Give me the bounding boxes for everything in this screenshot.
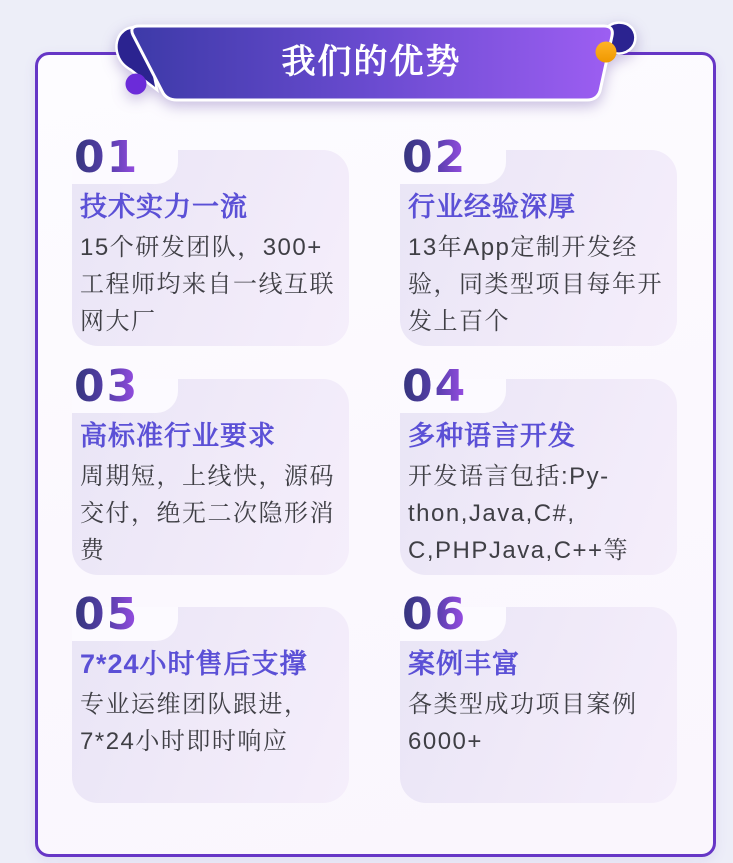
- card-body-line: 工程师均来自一线互联: [80, 271, 335, 298]
- card-number: 06: [402, 589, 468, 640]
- card-body: [400, 222, 677, 340]
- card-body: [72, 451, 349, 569]
- card-body-line: 发上百个: [408, 308, 510, 335]
- card-number: 04: [402, 361, 468, 412]
- card-body-line: 周期短，上线快，源码: [80, 463, 335, 490]
- card-number: 02: [402, 132, 468, 183]
- card-body-line: thon,Java,C#,: [408, 500, 576, 527]
- card-body: [400, 679, 677, 760]
- card-title: 案例丰富: [408, 649, 520, 679]
- card-title: 行业经验深厚: [408, 192, 576, 222]
- card-body: [72, 679, 349, 760]
- card-body-line: 6000+: [408, 728, 483, 755]
- banner-title: 我们的优势: [281, 43, 462, 81]
- advantage-card-4: [400, 361, 677, 575]
- card-title: 7*24小时售后支撑: [80, 649, 308, 679]
- advantage-card-1: [72, 132, 349, 346]
- card-body-line: 开发语言包括:Py-: [408, 463, 610, 490]
- card-number: 05: [74, 589, 140, 640]
- card-body-line: 交付，绝无二次隐形消: [80, 500, 335, 527]
- card-body-line: 各类型成功项目案例: [408, 691, 638, 718]
- advantage-card-6: [400, 589, 677, 803]
- card-body: [400, 451, 677, 569]
- card-body: [72, 222, 349, 340]
- card-body-line: 13年App定制开发经: [408, 234, 638, 261]
- advantage-card-5: [72, 589, 349, 803]
- card-body-line: C,PHPJava,C++等: [408, 537, 630, 564]
- card-title: 多种语言开发: [408, 421, 576, 451]
- advantage-card-3: [72, 361, 349, 575]
- card-body-line: 7*24小时即时响应: [80, 728, 289, 755]
- card-body-line: 15个研发团队，300+: [80, 234, 323, 261]
- advantage-card-2: [400, 132, 677, 346]
- card-body-line: 验，同类型项目每年开: [408, 271, 663, 298]
- card-number: 01: [74, 132, 140, 183]
- card-body-line: 专业运维团队跟进，: [80, 691, 310, 718]
- card-body-line: 费: [80, 537, 106, 564]
- card-body-line: 网大厂: [80, 308, 157, 335]
- card-title: 高标准行业要求: [80, 421, 276, 451]
- card-title: 技术实力一流: [80, 192, 248, 222]
- card-number: 03: [74, 361, 140, 412]
